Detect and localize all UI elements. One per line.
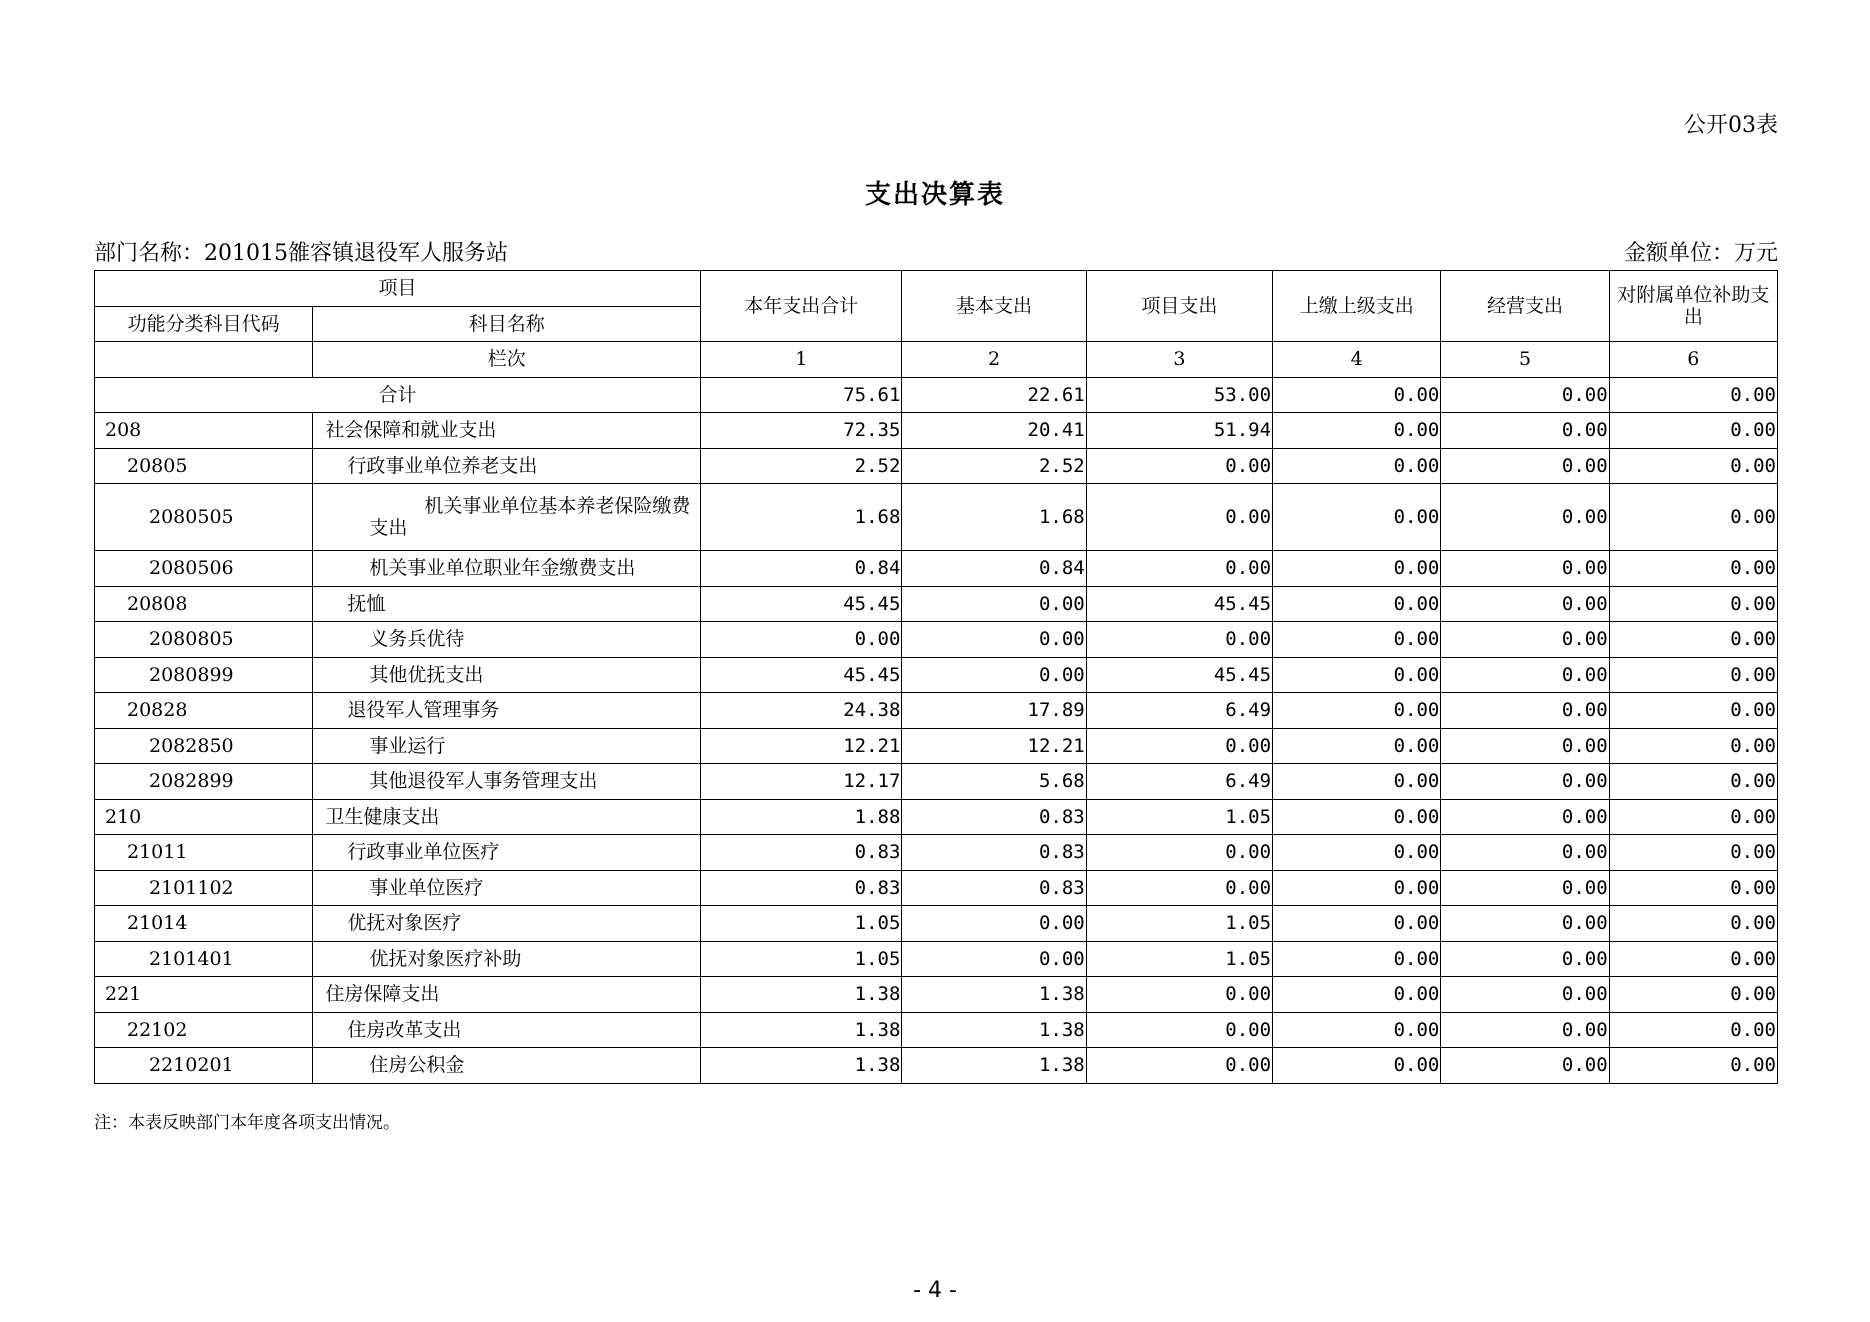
amount-cell: 0.00 <box>1086 1048 1272 1084</box>
subject-code: 20805 <box>95 448 313 484</box>
amount-cell: 24.38 <box>701 693 902 729</box>
amount-cell: 0.00 <box>1273 693 1441 729</box>
amount-cell: 0.00 <box>1086 870 1272 906</box>
table-row <box>95 906 1778 942</box>
amount-cell: 6.49 <box>1086 764 1272 800</box>
column-number: 1 <box>701 342 902 378</box>
amount-cell: 0.00 <box>1273 977 1441 1013</box>
amount-cell: 0.84 <box>701 551 902 587</box>
amount-cell: 0.00 <box>1086 728 1272 764</box>
amount-cell: 0.00 <box>1609 835 1777 871</box>
subject-name: 行政事业单位医疗 <box>313 835 701 871</box>
table-row <box>95 764 1778 800</box>
subject-code: 20808 <box>95 586 313 622</box>
amount-cell: 0.00 <box>1086 551 1272 587</box>
column-number-row <box>95 342 1778 378</box>
subject-name: 抚恤 <box>313 586 701 622</box>
amount-cell: 0.00 <box>1609 728 1777 764</box>
amount-cell: 1.68 <box>902 484 1086 551</box>
amount-cell: 0.00 <box>1273 484 1441 551</box>
page-title: 支出决算表 <box>864 180 1005 210</box>
amount-cell: 45.45 <box>1086 657 1272 693</box>
amount-cell: 0.00 <box>1609 977 1777 1013</box>
amount-cell: 0.00 <box>1273 941 1441 977</box>
amount-cell: 0.83 <box>701 835 902 871</box>
amount-cell: 0.00 <box>1086 835 1272 871</box>
subject-code: 2101102 <box>95 870 313 906</box>
col-header-basic: 基本支出 <box>902 271 1086 342</box>
table-row <box>95 977 1778 1013</box>
table-row <box>95 728 1778 764</box>
amount-cell: 0.83 <box>902 799 1086 835</box>
amount-cell: 72.35 <box>701 413 902 449</box>
table-row <box>95 551 1778 587</box>
amount-cell: 0.00 <box>1441 835 1609 871</box>
table-row <box>95 622 1778 658</box>
subject-name: 其他优抚支出 <box>313 657 701 693</box>
total-value: 22.61 <box>902 377 1086 413</box>
amount-cell: 0.00 <box>1441 657 1609 693</box>
subject-code: 221 <box>95 977 313 1013</box>
subject-code: 2082899 <box>95 764 313 800</box>
amount-cell: 0.00 <box>1273 413 1441 449</box>
amount-cell: 51.94 <box>1086 413 1272 449</box>
table-row <box>95 448 1778 484</box>
column-label: 栏次 <box>313 342 701 378</box>
subject-name: 优抚对象医疗补助 <box>313 941 701 977</box>
expenditure-table <box>94 270 1778 1084</box>
subject-name: 事业运行 <box>313 728 701 764</box>
subject-code: 2210201 <box>95 1048 313 1084</box>
amount-cell: 17.89 <box>902 693 1086 729</box>
amount-cell: 1.38 <box>701 1012 902 1048</box>
amount-cell: 0.00 <box>1441 484 1609 551</box>
amount-cell: 0.00 <box>701 622 902 658</box>
amount-cell: 0.00 <box>1273 657 1441 693</box>
amount-cell: 0.00 <box>1273 586 1441 622</box>
amount-cell: 1.38 <box>701 977 902 1013</box>
amount-cell: 0.00 <box>1609 1012 1777 1048</box>
subject-code: 2101401 <box>95 941 313 977</box>
amount-cell: 0.00 <box>1273 870 1441 906</box>
subject-code: 2082850 <box>95 728 313 764</box>
subject-name: 事业单位医疗 <box>313 870 701 906</box>
subject-code: 2080805 <box>95 622 313 658</box>
amount-cell: 0.00 <box>1441 728 1609 764</box>
amount-cell: 0.00 <box>1273 799 1441 835</box>
amount-cell: 45.45 <box>701 586 902 622</box>
amount-cell: 1.68 <box>701 484 902 551</box>
amount-cell: 0.00 <box>902 586 1086 622</box>
amount-cell: 0.00 <box>1441 586 1609 622</box>
amount-cell: 45.45 <box>1086 586 1272 622</box>
amount-cell: 0.84 <box>902 551 1086 587</box>
subject-name: 住房保障支出 <box>313 977 701 1013</box>
amount-cell: 2.52 <box>701 448 902 484</box>
amount-cell: 0.00 <box>1273 835 1441 871</box>
subject-name: 住房公积金 <box>313 1048 701 1084</box>
amount-cell: 0.00 <box>1086 977 1272 1013</box>
total-row <box>95 377 1778 413</box>
amount-cell: 12.21 <box>701 728 902 764</box>
amount-cell: 1.38 <box>902 1048 1086 1084</box>
table-row <box>95 413 1778 449</box>
table-row <box>95 799 1778 835</box>
amount-cell: 2.52 <box>902 448 1086 484</box>
amount-cell: 0.00 <box>1609 448 1777 484</box>
subject-code: 2080506 <box>95 551 313 587</box>
table-row <box>95 1048 1778 1084</box>
footnote: 注：本表反映部门本年度各项支出情况。 <box>94 1113 400 1133</box>
amount-cell: 0.00 <box>1609 657 1777 693</box>
amount-cell: 0.00 <box>1086 484 1272 551</box>
amount-cell: 1.05 <box>1086 941 1272 977</box>
subject-name: 义务兵优待 <box>313 622 701 658</box>
amount-cell: 0.83 <box>902 835 1086 871</box>
amount-cell: 0.00 <box>1609 1048 1777 1084</box>
amount-cell: 0.00 <box>1273 1012 1441 1048</box>
amount-cell: 0.00 <box>1441 1012 1609 1048</box>
subject-code: 21014 <box>95 906 313 942</box>
header-row-1 <box>95 271 1778 307</box>
amount-cell: 45.45 <box>701 657 902 693</box>
subject-code: 20828 <box>95 693 313 729</box>
amount-cell: 1.88 <box>701 799 902 835</box>
amount-cell: 0.00 <box>902 657 1086 693</box>
amount-cell: 0.00 <box>1441 906 1609 942</box>
amount-cell: 0.00 <box>1609 870 1777 906</box>
table-row <box>95 657 1778 693</box>
subject-name: 卫生健康支出 <box>313 799 701 835</box>
amount-cell: 0.00 <box>902 622 1086 658</box>
table-row <box>95 835 1778 871</box>
subject-code: 2080505 <box>95 484 313 551</box>
amount-cell: 0.00 <box>1273 622 1441 658</box>
col-header-remit: 上缴上级支出 <box>1273 271 1441 342</box>
amount-cell: 0.00 <box>1273 1048 1441 1084</box>
amount-cell: 0.00 <box>1609 941 1777 977</box>
col-header-total: 本年支出合计 <box>701 271 902 342</box>
amount-cell: 12.21 <box>902 728 1086 764</box>
blank-cell <box>95 342 313 378</box>
col-header-subsidy: 对附属单位补助支出 <box>1609 271 1777 342</box>
amount-cell: 0.00 <box>1609 413 1777 449</box>
amount-cell: 0.00 <box>1609 551 1777 587</box>
amount-cell: 0.00 <box>1273 906 1441 942</box>
amount-cell: 0.00 <box>1609 586 1777 622</box>
subject-name: 行政事业单位养老支出 <box>313 448 701 484</box>
amount-unit: 金额单位：万元 <box>1623 241 1778 266</box>
subject-code: 208 <box>95 413 313 449</box>
amount-cell: 0.00 <box>1441 870 1609 906</box>
table-row <box>95 484 1778 551</box>
amount-cell: 0.00 <box>1441 448 1609 484</box>
subject-name: 机关事业单位基本养老保险缴费支出 <box>313 484 701 551</box>
amount-cell: 0.00 <box>1609 622 1777 658</box>
amount-cell: 0.00 <box>1441 799 1609 835</box>
table-row <box>95 1012 1778 1048</box>
amount-cell: 0.00 <box>1441 941 1609 977</box>
code-header: 功能分类科目代码 <box>95 306 313 342</box>
name-header: 科目名称 <box>313 306 701 342</box>
amount-cell: 0.00 <box>1441 693 1609 729</box>
amount-cell: 0.00 <box>1273 764 1441 800</box>
subject-code: 22102 <box>95 1012 313 1048</box>
table-row <box>95 941 1778 977</box>
column-number: 5 <box>1441 342 1609 378</box>
amount-cell: 0.00 <box>1441 551 1609 587</box>
amount-cell: 0.00 <box>1441 622 1609 658</box>
amount-cell: 0.00 <box>902 906 1086 942</box>
amount-cell: 0.00 <box>1273 551 1441 587</box>
amount-cell: 0.00 <box>902 941 1086 977</box>
table-row <box>95 693 1778 729</box>
amount-cell: 0.00 <box>1086 448 1272 484</box>
amount-cell: 12.17 <box>701 764 902 800</box>
amount-cell: 20.41 <box>902 413 1086 449</box>
total-value: 0.00 <box>1609 377 1777 413</box>
amount-cell: 0.00 <box>1441 413 1609 449</box>
item-header: 项目 <box>95 271 701 307</box>
department-name: 部门名称：201015雒容镇退役军人服务站 <box>94 241 508 266</box>
col-header-project: 项目支出 <box>1086 271 1272 342</box>
subject-name: 机关事业单位职业年金缴费支出 <box>313 551 701 587</box>
total-value: 0.00 <box>1441 377 1609 413</box>
subject-name: 优抚对象医疗 <box>313 906 701 942</box>
amount-cell: 0.00 <box>1273 728 1441 764</box>
amount-cell: 0.00 <box>1441 977 1609 1013</box>
amount-cell: 1.38 <box>902 977 1086 1013</box>
amount-cell: 1.38 <box>701 1048 902 1084</box>
page-number: - 4 - <box>913 1278 957 1303</box>
amount-cell: 0.00 <box>1609 764 1777 800</box>
amount-cell: 0.00 <box>1609 799 1777 835</box>
column-number: 2 <box>902 342 1086 378</box>
amount-cell: 1.05 <box>701 906 902 942</box>
column-number: 4 <box>1273 342 1441 378</box>
amount-cell: 0.83 <box>902 870 1086 906</box>
amount-cell: 5.68 <box>902 764 1086 800</box>
total-value: 75.61 <box>701 377 902 413</box>
amount-cell: 1.05 <box>701 941 902 977</box>
column-number: 3 <box>1086 342 1272 378</box>
subject-name: 其他退役军人事务管理支出 <box>313 764 701 800</box>
amount-cell: 0.00 <box>1609 906 1777 942</box>
table-row <box>95 870 1778 906</box>
amount-cell: 0.00 <box>1441 764 1609 800</box>
subject-name: 社会保障和就业支出 <box>313 413 701 449</box>
table-row <box>95 586 1778 622</box>
amount-cell: 0.83 <box>701 870 902 906</box>
amount-cell: 1.05 <box>1086 906 1272 942</box>
subject-name: 退役军人管理事务 <box>313 693 701 729</box>
total-value: 53.00 <box>1086 377 1272 413</box>
amount-cell: 1.05 <box>1086 799 1272 835</box>
document-number: 公开03表 <box>1684 113 1778 138</box>
amount-cell: 0.00 <box>1273 448 1441 484</box>
total-value: 0.00 <box>1273 377 1441 413</box>
amount-cell: 0.00 <box>1609 693 1777 729</box>
amount-cell: 6.49 <box>1086 693 1272 729</box>
column-number: 6 <box>1609 342 1777 378</box>
amount-cell: 0.00 <box>1086 622 1272 658</box>
subject-code: 210 <box>95 799 313 835</box>
amount-cell: 0.00 <box>1086 1012 1272 1048</box>
col-header-operating: 经营支出 <box>1441 271 1609 342</box>
subject-code: 21011 <box>95 835 313 871</box>
amount-cell: 0.00 <box>1441 1048 1609 1084</box>
amount-cell: 1.38 <box>902 1012 1086 1048</box>
amount-cell: 0.00 <box>1609 484 1777 551</box>
subject-code: 2080899 <box>95 657 313 693</box>
subject-name: 住房改革支出 <box>313 1012 701 1048</box>
total-label: 合计 <box>95 377 701 413</box>
